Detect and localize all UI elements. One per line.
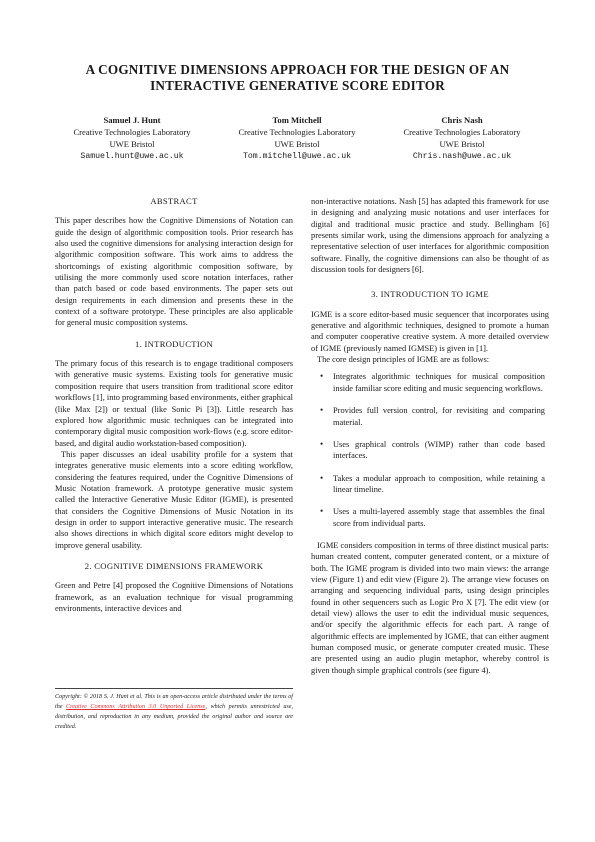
cognitive-dimensions-paragraph: Green and Petre [4] proposed the Cognitive Dimensions of Notations framework, as an evaluation technique for visual programming environments, interactive devices and <box>55 581 293 613</box>
list-item: • Integrates algorithmic techniques for musical composition inside familiar score editing and music sequencing workflows. <box>311 371 549 394</box>
title-line-2: INTERACTIVE GENERATIVE SCORE EDITOR <box>150 78 445 93</box>
author-block <box>52 114 212 163</box>
author-email[interactable]: Samuel.hunt@uwe.ac.uk <box>80 151 184 161</box>
introduction-paragraph: The primary focus of this research is to engage traditional composers with generative music systems. Existing tools for generative music composition require that users transition from traditional score editor workflows [1], into programming based environments, either graphical (like Max [2]) or textual (like Sonic Pi [3]). Little research has explored how algorithmic music techniques can be integrated into contemporary digital music composition work-flows (e.g. score editor-based, and digital audio workstation-based composition). <box>55 359 293 448</box>
abstract-heading: ABSTRACT <box>150 196 198 206</box>
author-location: UWE Bristol <box>274 139 320 150</box>
copyright-notice <box>55 688 293 732</box>
author-name: Chris Nash <box>441 115 483 125</box>
author-name: Tom Mitchell <box>272 115 322 125</box>
igme-paragraph: The core design principles of IGME are as follows: <box>317 355 490 365</box>
author-affiliation: Creative Technologies Laboratory <box>238 127 356 138</box>
author-affiliation: Creative Technologies Laboratory <box>403 127 521 138</box>
author-block <box>217 114 377 163</box>
author-affiliation: Creative Technologies Laboratory <box>73 127 191 138</box>
list-item: • Provides full version control, for revisiting and comparing material. <box>311 405 549 428</box>
igme-paragraph: IGME considers composition in terms of three distinct musical parts: human created content, computer generated content, or a mixture of both. The IGME program is divided into two main views: the arrange view (Figure 1) and edit view (Figure 2). The arrange view focuses on arranging and sequencing individual parts, using design principles found in other sequencers such as Logic Pro X [7]. The edit view (or detail view) allows the user to edit the individual music sequences, and/or specify the algorithmic effects for each part. A range of algorithmic effects are implemented by IGME, that can either augment human composed music, or generate computer created music. These are presented using an audio plugin metaphor, whereby control is given though simple graphical controls (see figure 4). <box>311 540 549 675</box>
license-link[interactable]: Creative Commons Attribution 3.0 Unported License <box>66 704 206 710</box>
author-name: Samuel J. Hunt <box>103 115 161 125</box>
author-block <box>382 114 542 163</box>
author-list <box>52 114 542 163</box>
title-line-1: A COGNITIVE DIMENSIONS APPROACH FOR THE DESIGN OF AN <box>85 62 510 77</box>
igme-heading: 3. INTRODUCTION TO IGME <box>371 289 489 300</box>
list-item: • Uses graphical controls (WIMP) rather than code based interfaces. <box>311 439 549 462</box>
author-location: UWE Bristol <box>109 139 155 150</box>
igme-paragraph: IGME is a score editor-based music sequencer that incorporates using generative and algorithmic techniques, designed to promote a human and computer cooperative creative system. A more detailed overview of IGME (previously named IGMSE) is given in [1]. <box>311 309 549 353</box>
left-column <box>55 196 293 614</box>
list-item: • Uses a multi-layered assembly stage that assembles the final score from individual parts. <box>311 506 549 529</box>
copyright-text: Copyright: © 2018 S. J. Hunt et al. This is an open-access article distributed under the terms of the <box>55 694 293 710</box>
paper-title <box>40 62 555 94</box>
design-principles-list <box>311 371 549 528</box>
abstract-text: This paper describes how the Cognitive Dimensions of Notation can guide the design of algorithmic composition tools. Prior research has also used the cognitive dimensions for analysing interaction design for algorithmic composition software. This work aims to address the shortcomings of existing algorithmic composition software, by utilising the more commonly used score notation interfaces, rather than patch based or code based environments. The paper sets out design requirements in each dimension and presents these in the context of a software prototype. These principles are also applicable for general music composition systems. <box>55 216 293 328</box>
right-column <box>311 196 549 676</box>
author-location: UWE Bristol <box>439 139 485 150</box>
introduction-heading: 1. INTRODUCTION <box>134 338 214 349</box>
cognitive-dimensions-heading: 2. COGNITIVE DIMENSIONS FRAMEWORK <box>84 560 264 571</box>
cognitive-dimensions-paragraph: non-interactive notations. Nash [5] has adapted this framework for use in designing and analyzing music notations and user interfaces for digital and traditional music practice and study. Bellingham [6] presents similar work, using the dimensions approach for analyzing a representative selection of user interfaces for algorithmic composition software. Finally, the cognitive dimensions can also be thought of as discussion tools for designers [6]. <box>311 197 549 275</box>
list-item: • Takes a modular approach to composition, while retaining a linear timeline. <box>311 473 549 496</box>
introduction-paragraph: This paper discusses an ideal usability profile for a system that integrates generative music elements into a score editing workflow, considering the features required, under the Cognitive Dimensions of Music Notation framework. A prototype generative music system called the Interactive Generative Music Editor (IGME), is presented that considers the Cognitive Dimensions of Music Notation in its design in order to support interactive generative music. The research also shows directions in which digital score editors might develop to improve general usability. <box>55 449 293 550</box>
author-email[interactable]: Chris.nash@uwe.ac.uk <box>412 151 512 161</box>
copyright-text: , which permits unrestricted use, distribution, and reproduction in any medium, provided the original author and source are credited. <box>55 704 294 730</box>
author-email[interactable]: Tom.mitchell@uwe.ac.uk <box>242 151 352 161</box>
